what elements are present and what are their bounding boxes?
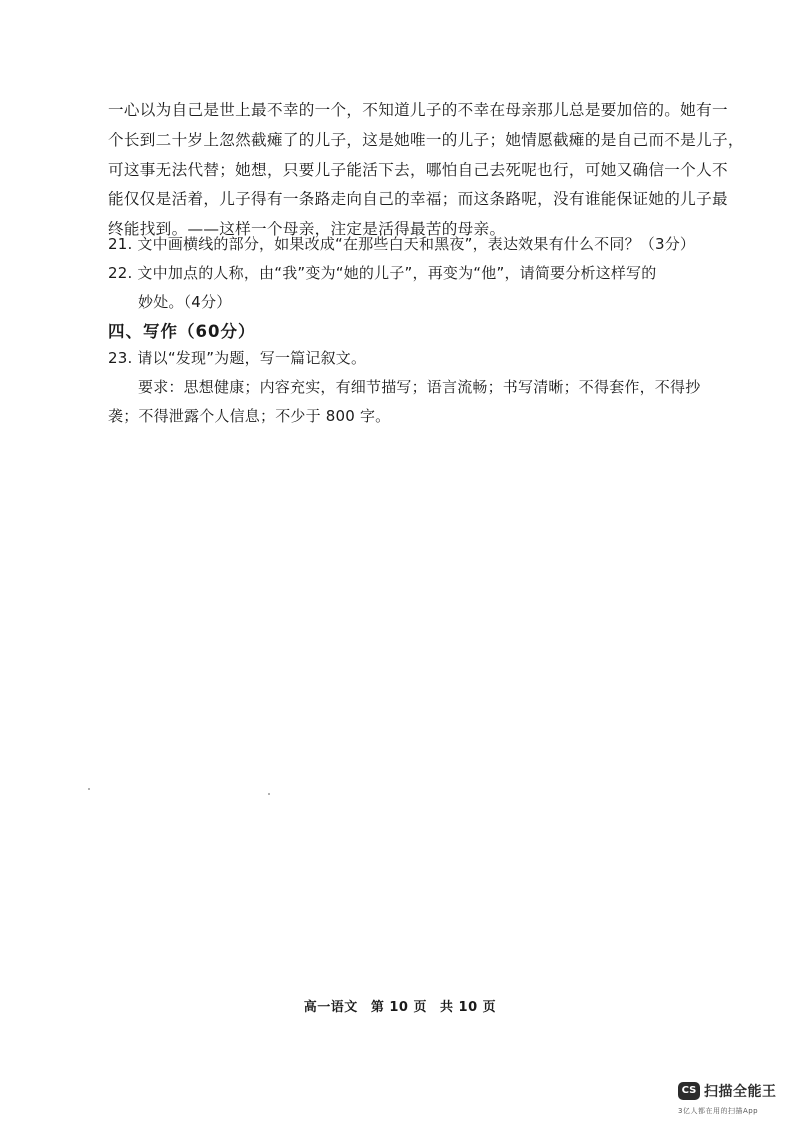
page-footer [0, 996, 800, 1015]
watermark-tagline: 3亿人都在用的扫描App [678, 1107, 759, 1115]
footer-total-pages: 共 10 页 [440, 1000, 497, 1015]
passage-line: 可这事无法代替；她想，只要儿子能活下去，哪怕自己去死呢也行，可她又确信一个人不 [108, 160, 728, 179]
question-21 [108, 230, 700, 259]
footer-page-number: 第 10 页 [370, 1000, 427, 1015]
question-23-requirements: 要求：思想健康；内容充实，有细节描写；语言流畅；书写清晰；不得套作，不得抄 [138, 378, 701, 396]
question-22-text: 22. 文中加点的人称，由“我”变为“她的儿子”，再变为“他”，请简要分析这样写的 [108, 264, 657, 282]
passage-line: 能仅仅是活着，儿子得有一条路走向自己的幸福；而这条路呢，没有谁能保证她的儿子最 [108, 190, 728, 209]
scan-speck [88, 788, 90, 790]
reading-passage [108, 96, 744, 245]
question-23-requirements-cont: 袭；不得泄露个人信息；不少于 800 字。 [108, 407, 391, 425]
camscanner-watermark [676, 1078, 786, 1122]
camscanner-logo-icon: CS [678, 1082, 700, 1100]
passage-line: 个长到二十岁上忽然截瘫了的儿子，这是她唯一的儿子；她情愿截瘫的是自己而不是儿子， [108, 130, 744, 149]
question-23-text: 23. 请以“发现”为题，写一篇记叙文。 [108, 349, 367, 367]
section-title-writing: 四、写作（60分） [108, 322, 256, 341]
passage-line: 一心以为自己是世上最不幸的一个，不知道儿子的不幸在母亲那儿总是要加倍的。她有一 [108, 101, 728, 119]
watermark-brand: 扫描全能王 [704, 1084, 777, 1100]
question-22 [108, 259, 700, 317]
scan-speck [268, 793, 270, 795]
question-21-text: 21. 文中画横线的部分，如果改成“在那些白天和黑夜”，表达效果有什么不同？（3分） [108, 235, 696, 253]
passage-line: 终能找到。——这样一个母亲，注定是活得最苦的母亲。 [108, 220, 506, 239]
footer-subject: 高一语文 [303, 1000, 358, 1015]
question-22-text-cont: 妙处。（4分） [138, 293, 232, 311]
question-23 [108, 344, 700, 431]
